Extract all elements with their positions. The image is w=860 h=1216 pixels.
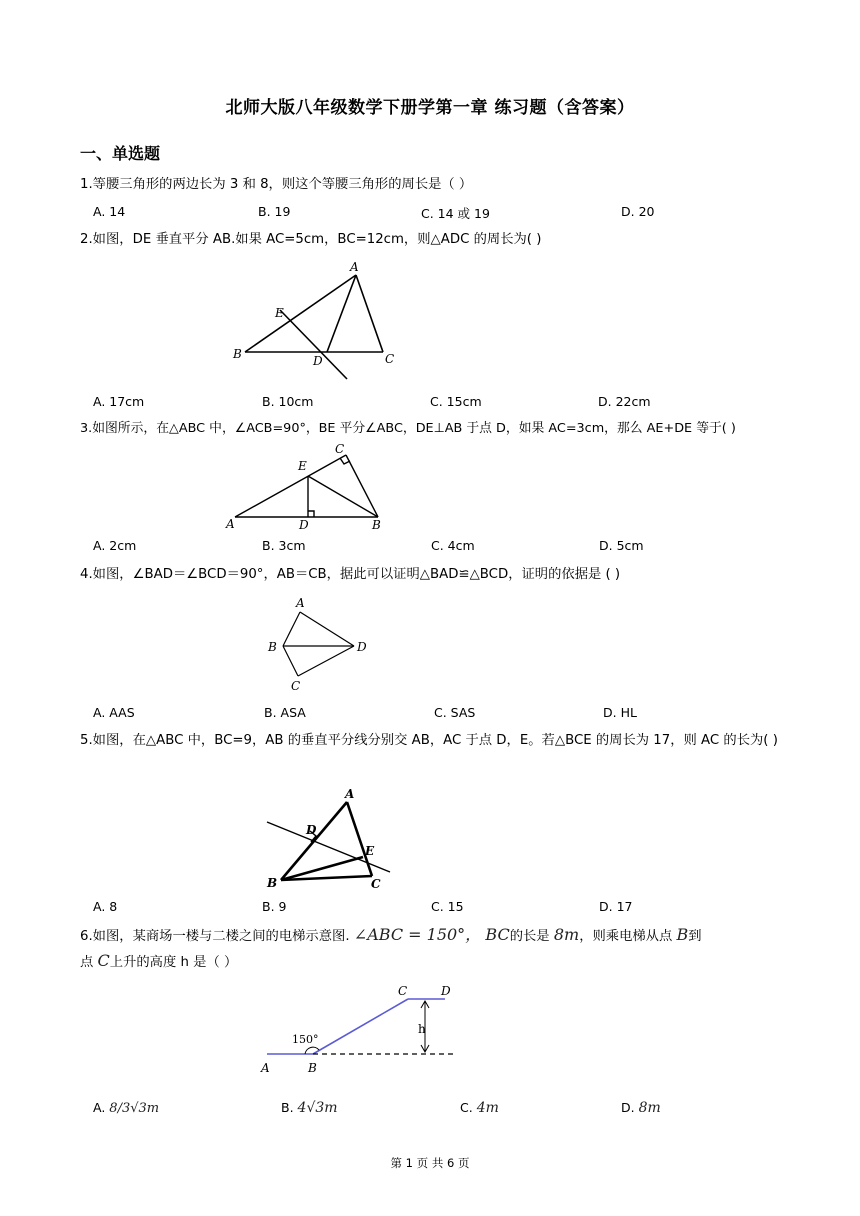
q6-point-c: C xyxy=(97,951,110,970)
fig3-label-e: E xyxy=(298,459,307,473)
q6-option-c-value: 4m xyxy=(476,1100,499,1116)
q5-option-d[interactable]: D. 17 xyxy=(599,899,633,914)
question-6-text-line2 xyxy=(80,950,237,974)
q6-angle-expression: ∠ABC = 150°， xyxy=(353,925,482,944)
fig5-label-e: E xyxy=(365,844,375,858)
question-5-text: 5.如图，在△ABC 中，BC=9，AB 的垂直平分线分别交 AB，AC 于点 D，E。若△BCE 的周长为 17，则 AC 的长为( ) xyxy=(80,733,778,748)
fig2-label-b: B xyxy=(233,347,242,361)
question-5-figure xyxy=(255,780,400,890)
q1-option-c[interactable]: C. 14 或 19 xyxy=(421,206,490,221)
q6-option-d-value: 8m xyxy=(638,1100,661,1116)
page-title: 北师大版八年级数学下册学第一章 练习题（含答案） xyxy=(225,98,635,118)
q3-option-b[interactable]: B. 3cm xyxy=(262,538,306,553)
q6-option-d[interactable] xyxy=(621,1100,661,1116)
question-3-figure xyxy=(220,440,390,535)
q4-option-b[interactable]: B. ASA xyxy=(264,705,306,720)
q4-option-c[interactable]: C. SAS xyxy=(434,705,476,720)
q6-segment-bc: BC xyxy=(485,925,510,944)
q3-option-a[interactable]: A. 2cm xyxy=(93,538,137,553)
q5-option-a[interactable]: A. 8 xyxy=(93,899,118,914)
fig4-label-b: B xyxy=(268,640,277,654)
fig6-label-h: h xyxy=(418,1022,426,1036)
fig3-label-b: B xyxy=(372,518,381,532)
q6-option-b-value: 4√3m xyxy=(297,1100,338,1116)
fig2-label-c: C xyxy=(385,352,395,366)
fig2-label-a: A xyxy=(350,260,359,274)
q6-option-b-letter: B. xyxy=(281,1100,294,1115)
fig6-label-d: D xyxy=(441,984,451,998)
q6-option-a-value: 8/3√3m xyxy=(109,1101,160,1116)
question-1-text: 1.等腰三角形的两边长为 3 和 8，则这个等腰三角形的周长是（ ） xyxy=(80,177,473,192)
page-footer: 第 1 页 共 6 页 xyxy=(390,1156,470,1170)
q6-text-to: 到 xyxy=(688,929,702,944)
question-3-text: 3.如图所示，在△ABC 中，∠ACB=90°，BE 平分∠ABC，DE⊥AB 于点 D，如果 AC=3cm，那么 AE+DE 等于( ) xyxy=(80,421,736,436)
question-6-text-line1 xyxy=(80,924,702,948)
q6-option-c[interactable] xyxy=(460,1100,499,1116)
fig3-label-d: D xyxy=(299,518,309,532)
q6-text-from: ，则乘电梯从点 xyxy=(579,929,673,944)
q6-option-a-letter: A. xyxy=(93,1100,106,1115)
fig3-label-a: A xyxy=(226,517,235,531)
fig6-angle-label: 150° xyxy=(292,1033,319,1046)
fig3-label-c: C xyxy=(335,442,345,456)
q4-option-d[interactable]: D. HL xyxy=(603,705,637,720)
q5-option-b[interactable]: B. 9 xyxy=(262,899,287,914)
question-2-text: 2.如图，DE 垂直平分 AB.如果 AC=5cm，BC=12cm，则△ADC 的周长为( ) xyxy=(80,232,542,247)
fig4-label-d: D xyxy=(357,640,367,654)
q6-text-point: 点 xyxy=(80,955,94,970)
q3-option-d[interactable]: D. 5cm xyxy=(599,538,644,553)
q1-option-d[interactable]: D. 20 xyxy=(621,204,655,219)
q2-option-a[interactable]: A. 17cm xyxy=(93,394,145,409)
q6-option-a[interactable] xyxy=(93,1100,159,1116)
q6-length-value: 8m xyxy=(553,925,580,944)
fig2-label-e: E xyxy=(275,306,284,320)
q6-point-b: B xyxy=(676,925,689,944)
q6-text-intro: 6.如图，某商场一楼与二楼之间的电梯示意图. xyxy=(80,929,350,944)
q2-option-b[interactable]: B. 10cm xyxy=(262,394,314,409)
q2-option-c[interactable]: C. 15cm xyxy=(430,394,482,409)
fig6-label-c: C xyxy=(398,984,408,998)
fig6-label-b: B xyxy=(308,1061,317,1075)
fig2-label-d: D xyxy=(313,354,323,368)
question-4-figure xyxy=(260,593,380,698)
fig5-label-b: B xyxy=(267,876,278,890)
q6-text-length: 的长是 xyxy=(509,929,550,944)
question-6-figure xyxy=(255,980,460,1080)
q6-option-d-letter: D. xyxy=(621,1100,635,1115)
fig5-label-c: C xyxy=(371,877,381,890)
q1-option-a[interactable]: A. 14 xyxy=(93,204,126,219)
fig6-label-a: A xyxy=(261,1061,270,1075)
fig5-label-a: A xyxy=(345,787,355,801)
q6-text-question: 上升的高度 h 是（ ） xyxy=(109,955,238,970)
section-heading: 一、单选题 xyxy=(80,144,161,163)
q6-option-b[interactable] xyxy=(281,1100,338,1116)
q3-option-c[interactable]: C. 4cm xyxy=(431,538,475,553)
q1-option-b[interactable]: B. 19 xyxy=(258,204,291,219)
q6-option-c-letter: C. xyxy=(460,1100,473,1115)
q5-option-c[interactable]: C. 15 xyxy=(431,899,464,914)
q2-option-d[interactable]: D. 22cm xyxy=(598,394,651,409)
fig5-label-d: D xyxy=(306,823,317,837)
question-2-figure xyxy=(225,255,405,385)
q4-option-a[interactable]: A. AAS xyxy=(93,705,135,720)
fig4-label-a: A xyxy=(296,596,305,610)
fig4-label-c: C xyxy=(291,679,301,693)
question-4-text: 4.如图，∠BAD＝∠BCD＝90°，AB＝CB，据此可以证明△BAD≌△BCD，证明的依据是 ( ) xyxy=(80,567,621,582)
